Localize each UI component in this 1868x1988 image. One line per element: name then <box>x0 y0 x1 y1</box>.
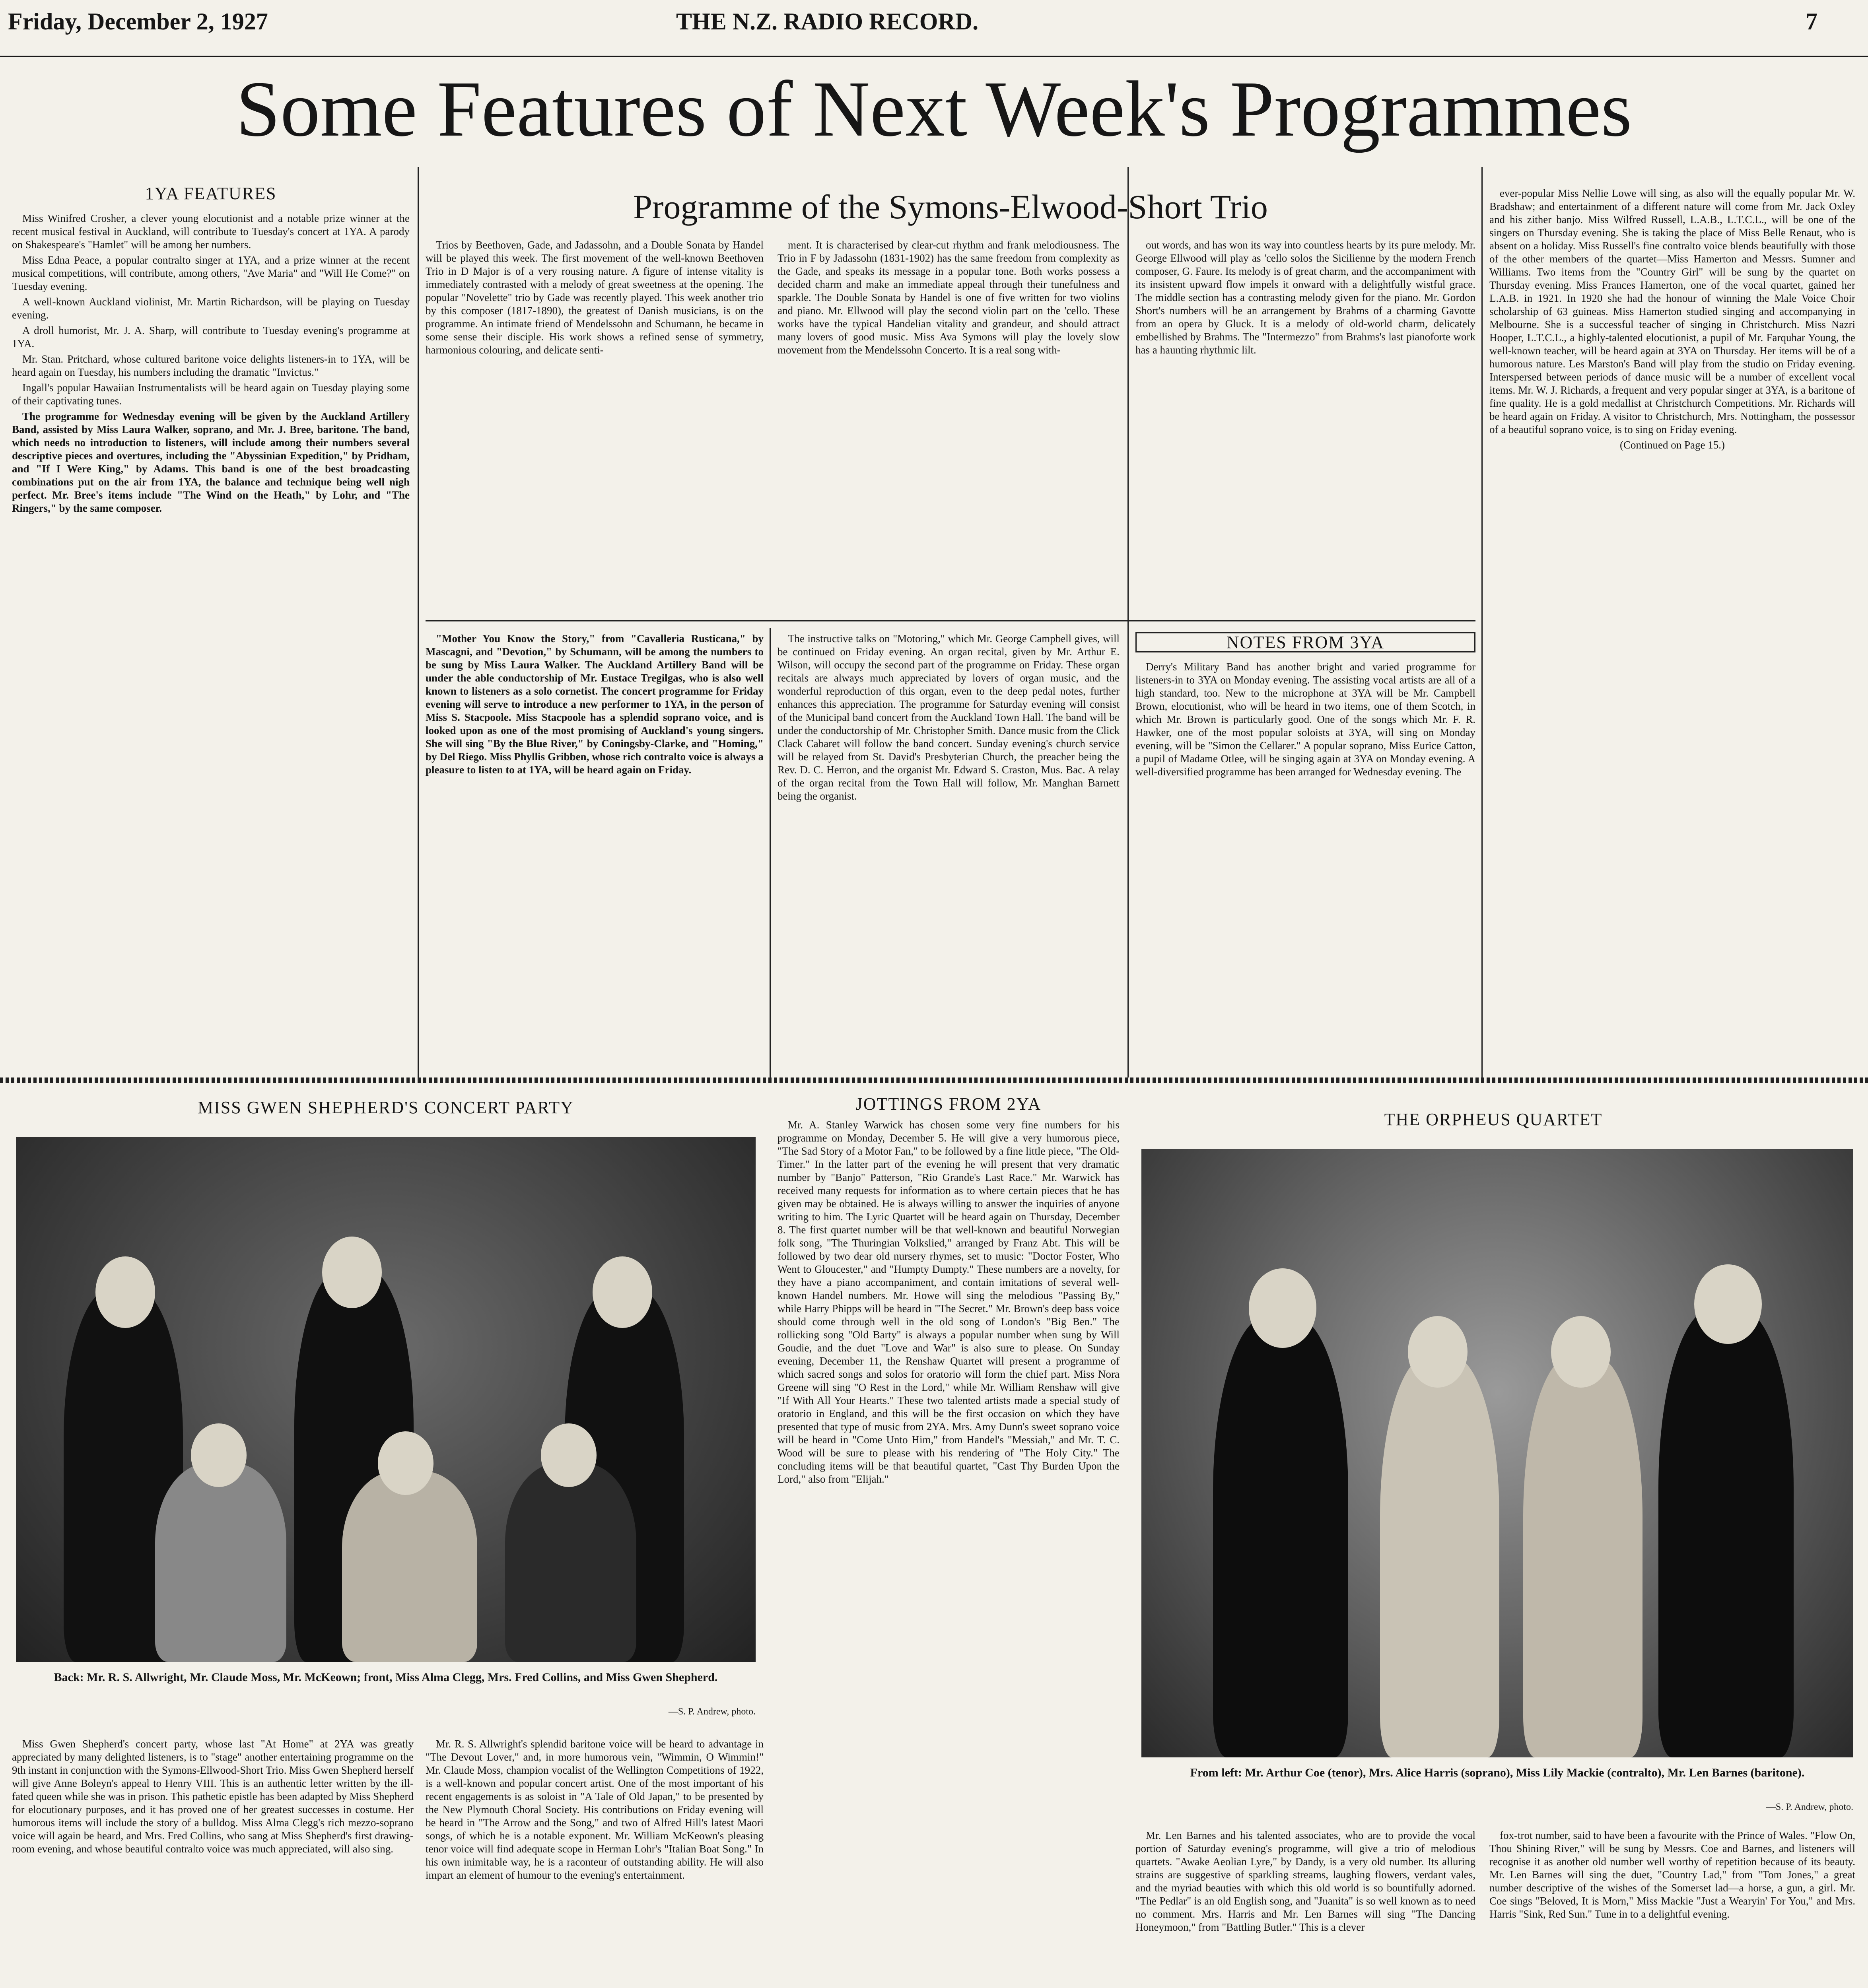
page-title: Some Features of Next Week's Programmes <box>236 65 1632 153</box>
paper-name: THE N.Z. RADIO RECORD. <box>676 8 979 35</box>
paragraph: Miss Winifred Crosher, a clever young elocutionist and a notable prize winner at the recent musical festival in Auckland, will contribute to Tuesday's concert at 1YA. A parody on Shakespeare's "Hamlet" will be among her numbers. <box>12 212 410 250</box>
photo-credit: —S. P. Andrew, photo. <box>1766 1802 1853 1812</box>
issue-date: Friday, December 2, 1927 <box>8 8 268 35</box>
column-rule <box>1481 167 1483 1077</box>
page-header <box>0 0 1868 57</box>
paragraph: ment. It is characterised by clear-cut rhythm and frank melodiousness. The Trio in F by Jadassohn (1831-1902) has the same freedom from complexity as the Gade, and speaks its message in a popular tone. Both works possess a decided charm and make an immediate appeal through their tunefulness and sparkle. The Double Sonata by Handel is one of five written for two violins and piano. Mr. Ellwood will play the second violin part on the 'cello. These works have the typical Handelian vitality and grandeur, and should attract many lovers of good music. Miss Ava Symons will play the lovely slow movement from the Mendelssohn Concerto. It is a real song with- <box>778 239 1120 356</box>
section-heading-1ya: 1YA FEATURES <box>145 184 277 203</box>
column-1ya-features <box>12 184 410 517</box>
orpheus-heading: THE ORPHEUS QUARTET <box>1384 1110 1603 1129</box>
trio-heading: Programme of the Symons-Elwood-Short Trio <box>633 188 1268 226</box>
orpheus-caption: From left: Mr. Arthur Coe (tenor), Mrs. Alice Harris (soprano), Miss Lily Mackie (contralto), Mr. Len Barnes (baritone). <box>1190 1766 1805 1779</box>
orpheus-column-1 <box>1135 1829 1475 1936</box>
trio-column-3 <box>1135 239 1475 359</box>
paragraph: A droll humorist, Mr. J. A. Sharp, will contribute to Tuesday evening's programme at 1YA. <box>12 324 410 349</box>
paragraph: A well-known Auckland violinist, Mr. Martin Richardson, will be playing on Tuesday evening. <box>12 296 410 321</box>
paragraph: Mr. Stan. Pritchard, whose cultured baritone voice delights listeners-in to 1YA, will be heard again on Tuesday, his numbers including the dramatic "Invictus." <box>12 353 410 378</box>
shepherd-column-1 <box>12 1738 414 1858</box>
orpheus-quartet-photo <box>1141 1149 1853 1757</box>
paragraph: "Mother You Know the Story," from "Cavalleria Rusticana," by Mascagni, and "Devotion," by Schumann, will be among the numbers to be sung by Miss Laura Walker. The Auckland Artillery Band will be under the able conductorship of Mr. Eustace Tregilgas, who is also well known to listeners as a solo cornetist. The concert programme for Friday evening will serve to introduce a new performer to 1YA, in the person of Miss S. Stacpoole. Miss Stacpoole has a splendid soprano voice, and is looked upon as one of the most promising of Auckland's young singers. She will sing "By the Blue River," by Coningsby-Clarke, and "Homing," by Del Riego. Miss Phyllis Gribben, whose rich contralto voice is always a pleasure to listen to at 1YA, will be heard again on Friday. <box>426 633 764 776</box>
paragraph: Mr. Len Barnes and his talented associates, who are to provide the vocal portion of Saturday evening's programme, will give a trio of melodious quartets. "Awake Aeolian Lyre," by Dandy, is a very old number. Its alluring strains are suggestive of sparkling streams, laughing flowers, verdant vales, and the myriad beauties with which this old world is so bountifully adorned. "The Pedlar" is an old English song, and "Juanita" is so well known as to need no comment. Mrs. Harris and Mr. Len Barnes will sing "The Dancing Honeymoon," from "Battling Butler." This is a clever <box>1135 1829 1475 1933</box>
paragraph: ever-popular Miss Nellie Lowe will sing, as also will the equally popular Mr. W. Bradshaw; and entertainment of a different nature will come from Mr. Jack Oxley and his zither banjo. Miss Wilfred Russell, L.A.B., L.T.C.L., will be one of the singers on Thursday evening. She is taking the place of Miss Belle Renaut, who is absent on a holiday. Miss Russell's fine contralto voice blends beautifully with those of the other members of the quartet—Miss Hamerton and Messrs. Sumner and Williams. Two items from the "Country Girl" will be sung by the quartet on Thursday evening. Miss Frances Hamerton, one of the vocal quartet, gained her L.A.B. in 1921. In 1920 she had the honour of winning the Male Voice Choir scholarship of 63 guineas. Miss Hamerton studied singing and accompanying in Melbourne. She is a successful teacher of singing in Christchurch. Miss Nazri Hooper, L.T.C.L., a highly-talented elocutionist, a pupil of Mr. Farquhar Young, the well-known teacher, will be heard again at 3YA on Thursday. Her items will be of a humorous nature. Les Marston's Band will play from the studio on Friday evening. Interspersed between periods of dance music will be a number of excellent vocal items. Mr. W. J. Richards, a frequent and very popular singer at 3YA, is a baritone of fine quality. He is a gold medallist at Christchurch Competitions. Mr. Richards will be heard again on Friday. A visitor to Christchurch, Mrs. Nottingham, the possessor of a beautiful soprano voice, is to sing on Friday evening. <box>1489 187 1855 435</box>
shepherd-caption: Back: Mr. R. S. Allwright, Mr. Claude Moss, Mr. McKeown; front, Miss Alma Clegg, Mrs. Fred Collins, and Miss Gwen Shepherd. <box>54 1671 718 1684</box>
orpheus-column-2 <box>1489 1829 1855 1923</box>
paragraph: Mr. A. Stanley Warwick has chosen some very fine numbers for his programme on Monday, December 5. He will give a very humorous piece, "The Sad Story of a Motor Fan," to be followed by a fine little piece, "The Old-Timer." In the latter part of the evening he will present that very dramatic number by "Banjo" Patterson, "Rio Grande's Last Race." Mr. Warwick has received many requests for information as to where certain pieces that he has given may be obtained. He is always willing to answer the inquiries of anyone writing to him. The Lyric Quartet will be heard again on Thursday, December 8. The first quartet number will be that well-known and beautiful Norwegian folk song, "The Thuringian Volkslied," arranged by Franz Abt. This will be followed by two dear old nursery rhymes, set to music: "Doctor Foster, Who Went to Gloucester," and "Humpty Dumpty." These numbers are a novelty, for they have a piano accompaniment, and contain imitations of several well-known Handel numbers. Mr. Howe will sing the melodious "Passing By," while Harry Phipps will be heard in "The Secret." Mr. Brown's deep bass voice should come through well in the old song of London's "Big Ben." The rollicking song "Old Barty" is always a popular number when sung by Will Goudie, and the duet "Love and War" is also sure to please. On Sunday evening, December 11, the Renshaw Quartet will present a programme of which sacred songs and solos for oratorio will form the chief part. Miss Nora Greene will sing "O Rest in the Lord," while Mr. William Renshaw will give "If With All Your Hearts." These two talented artists made a special study of oratorio in England, and this will be the first occasion on which they have presented that type of music from 2YA. Mrs. Amy Dunn's sweet soprano voice will be heard in "Come Unto Him," from Handel's "Messiah," and Mr. T. C. Wood will be sure to please with his rendering of "The Holy City." The concluding items will be that beautiful quartet, "Cast Thy Burden Upon the Lord," also from "Elijah." <box>778 1119 1120 1485</box>
paragraph: Miss Gwen Shepherd's concert party, whose last "At Home" at 2YA was greatly appreciated by many delighted listeners, is to "stage" another entertaining programme on the 9th instant in conjunction with the Symons-Ellwood-Short Trio. Miss Gwen Shepherd herself will give Anne Boleyn's appeal to Henry VIII. This is an authentic letter written by the ill-fated queen while she was in prison. This pathetic epistle has been adapted by Miss Shepherd for elocutionary purposes, and it has proved one of her greatest successes in costume. Her humorous items will include the story of a bulldog. Miss Alma Clegg's rich mezzo-soprano voice will again be heard, and Mrs. Fred Collins, who sang at Miss Shepherd's first drawing-room evening, and whose beautiful contralto voice was much appreciated, will also sing. <box>12 1738 414 1855</box>
section-heading-3ya: NOTES FROM 3YA <box>1135 632 1475 652</box>
ornamental-rule <box>0 1077 1868 1083</box>
paragraph: Ingall's popular Hawaiian Instrumentalists will be heard again on Tuesday playing some of their captivating tunes. <box>12 382 410 407</box>
notes-from-3ya <box>1135 632 1475 781</box>
section-heading-2ya: JOTTINGS FROM 2YA <box>855 1094 1042 1114</box>
paragraph: out words, and has won its way into countless hearts by its pure melody. Mr. George Ellwood will play as 'cello solos the Sicilienne by the modern French composer, G. Faure. Its melody is of great charm, and the accompaniment with its insistent upward flow impels it onward with a delightfully wistful grace. The middle section has a contrasting melody given for the piano. Mr. Gordon Short's numbers will be an arrangement by Brahms of a charming Gavotte from an opera by Gluck. It is a melody of old-world charm, delicately embellished by Brahms. The "Intermezzo" from Brahms's last pianoforte work has a haunting rhythmic lilt. <box>1135 239 1475 356</box>
column-rule <box>418 167 419 1077</box>
column-rule <box>770 628 771 1077</box>
column-rule <box>1127 167 1129 1077</box>
paragraph: Trios by Beethoven, Gade, and Jadassohn, and a Double Sonata by Handel will be played this week. The first movement of the well-known Beethoven Trio in D Major is of a very rousing nature. A figure of intense vitality is immediately contrasted with a melody of great sweetness at the opening. The popular "Novelette" trio by Gade was recently played. This week another trio by this composer (1817-1890), the greatest of Danish musicians, is on the programme. An intimate friend of Mendelssohn and Schumann, he became in some sense their disciple. His work shows a refined sense of symmetry, harmonious colouring, and delicate senti- <box>426 239 764 356</box>
page-number: 7 <box>1806 8 1817 35</box>
paragraph: The instructive talks on "Motoring," which Mr. George Campbell gives, will be continued on Friday evening. An organ recital, given by Mr. Arthur E. Wilson, will occupy the second part of the programme on Friday. These organ recitals are always much appreciated by lovers of organ music, and the wonderful reproduction of this organ, even to the deep pedal notes, further enhances this appreciation. The programme for Saturday evening will consist of the Municipal band concert from the Auckland Town Hall. The band will be under the conductorship of Mr. Christopher Smith. Dance music from the Click Clack Cabaret will follow the band concert. Sunday evening's church service will be relayed from St. David's Presbyterian Church, the preacher being the Rev. D. C. Herron, and the organist Mr. Edward S. Craston, Mus. Bac. A relay of the organ recital from the Town Hall will follow, Mr. Manghan Barnett being the organist. <box>778 633 1120 802</box>
paragraph: fox-trot number, said to have been a favourite with the Prince of Wales. "Flow On, Thou Shining River," will be sung by Messrs. Coe and Barnes, and listeners will recognise it as another old number well worthy of repetition because of its beauty. Mr. Len Barnes will sing the duet, "Country Lad," from "Tom Jones," a great number descriptive of the wishes of the Somerset lad—a horse, a gun, a girl. Mr. Coe sings "Beloved, It is Morn," Miss Mackie "Just a Wearyin' For You," and Mrs. Harris "Sink, Red Sun." Tune in to a delightful evening. <box>1489 1829 1855 1920</box>
trio-column-1 <box>426 239 764 359</box>
paragraph: Derry's Military Band has another bright and varied programme for listeners-in to 3YA on Monday evening. The assisting vocal artists are all of a high standard, too. New to the microphone at 3YA will be Mr. Campbell Brown, elocutionist, who will be heard in two items, one of them Scotch, in which Mr. Brown is particularly good. One of the songs which Mr. F. R. Hawker, one of the most popular soloists at 3YA, will sing on Monday evening, will be "Simon the Cellarer." A popular soprano, Miss Eurice Catton, a pupil of Madame Otlee, will be singing again at 3YA on Monday evening. A well-diversified programme has been arranged for Wednesday evening. The <box>1135 661 1475 778</box>
paragraph: The programme for Wednesday evening will be given by the Auckland Artillery Band, assisted by Miss Laura Walker, soprano, and Mr. J. Bree, baritone. The band, which needs no introduction to listeners, will include among their numbers several descriptive pieces and overtures, including the "Abyssinian Expedition," by Pridham, and "If I Were King," by Adams. This band is one of the best broadcasting combinations put on the air from 1YA, the balance and technique being well nigh perfect. Mr. Bree's items include "The Wind on the Heath," by Lohr, and "The Ringers," by the same composer. <box>12 410 410 514</box>
paragraph: Miss Edna Peace, a popular contralto singer at 1YA, and a prize winner at the recent musical competitions, will contribute, among others, "Ave Maria" and "Will He Come?" on Tuesday evening. <box>12 254 410 292</box>
jottings-from-2ya <box>778 1094 1120 1488</box>
column-2-continued <box>426 632 764 779</box>
column-3-continued <box>778 632 1120 805</box>
paragraph: Mr. R. S. Allwright's splendid baritone voice will be heard to advantage in "The Devout Lover," and, in more humorous vein, "Wimmin, O Wimmin!" Mr. Claude Moss, champion vocalist of the Wellington Competitions of 1922, is a well-known and popular concert artist. One of the most important of his recent engagements is as soloist in "A Tale of Old Japan," to be presented by the New Plymouth Choral Society. His contributions on Friday evening will be heard in "The Arrow and the Song," and two of Alfred Hill's latest Maori songs, of which he is a notable exponent. Mr. William McKeown's pleasing tenor voice will find adequate scope in Herman Lohr's "Italian Boat Song." In his own inimitable way, he is a raconteur of outstanding ability. He will also impart an element of humour to the evening's entertainment. <box>426 1738 764 1881</box>
column-5 <box>1489 187 1855 452</box>
shepherd-column-2 <box>426 1738 764 1884</box>
shepherd-heading: MISS GWEN SHEPHERD'S CONCERT PARTY <box>198 1098 574 1117</box>
shepherd-group-photo <box>16 1137 756 1662</box>
trio-column-2 <box>778 239 1120 359</box>
rule <box>426 620 1475 621</box>
continued-note: (Continued on Page 15.) <box>1620 439 1725 451</box>
photo-credit: —S. P. Andrew, photo. <box>668 1706 756 1717</box>
